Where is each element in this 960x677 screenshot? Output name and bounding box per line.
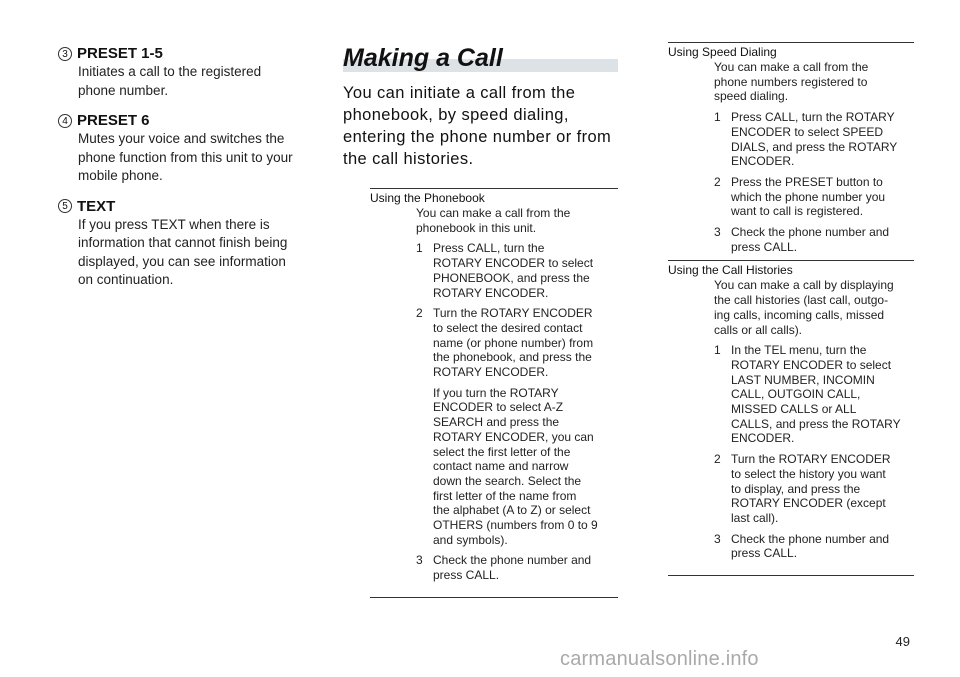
text-line: to select the desired contact [433,320,583,335]
step-note [433,386,618,548]
text-line: phonebook, by speed dialing, [343,106,569,124]
text-line: the call histories. [343,150,474,168]
text-line: ENCODER. [731,154,795,169]
number-4-badge: 4 [58,114,72,128]
text-line: on continuation. [78,272,174,287]
text-line: Turn the ROTARY ENCODER [731,452,891,467]
middle-column [343,44,618,598]
text-line: Press CALL, turn the ROTARY [731,110,895,125]
text-line: PHONEBOOK, and press the [433,270,590,285]
text-line: name (or phone number) from [433,335,594,350]
text-line: In the TEL menu, turn the [731,343,867,358]
text-line: ROTARY ENCODER to select [433,256,594,271]
step-item [714,175,914,219]
text-line: ing calls, incoming calls, missed [714,307,885,322]
preset-1-5-title: PRESET 1-5 [77,45,163,62]
section-description [714,60,914,104]
number-3-badge: 3 [58,47,72,61]
text-line: Press CALL, turn the [433,241,545,256]
text-line: You can make a call from the [416,206,571,220]
step-item [714,452,914,526]
text-line: the call histories (last call, outgo- [714,293,889,308]
text-line: want to call is registered. [731,204,864,219]
text-line: ROTARY ENCODER. [433,365,549,380]
preset-6-description [58,130,323,186]
call-history-section [668,260,914,576]
text-line: the alphabet (A to Z) or select [433,503,591,518]
text-title: TEXT [77,197,116,215]
preset-6-item [58,111,323,186]
speed-dial-section [668,42,914,254]
text-line: You can make a call from the [714,60,869,74]
text-item [58,197,323,290]
text-line: phone number. [78,82,169,98]
text-line: Press the PRESET button to [731,174,883,189]
text-line: You can initiate a call from the [343,84,576,102]
text-line: ROTARY ENCODER to select [731,357,892,372]
text-line: speed dialing. [714,89,789,104]
text-line: phone function from this unit to your [78,149,293,165]
step-number: 2 [714,452,721,467]
page-title: Making a Call [343,44,503,72]
text-line: and symbols). [433,532,508,547]
page-number: 49 [895,634,910,649]
text-line: which the phone number you [731,189,886,204]
text-line: ENCODER to select A-Z [433,400,564,415]
text-line: Check the phone number and [731,225,890,240]
text-line: information that cannot finish being [78,235,288,250]
text-line: calls or all calls). [714,322,803,337]
text-line: Turn the ROTARY ENCODER [433,306,593,321]
step-item [714,225,914,254]
section-title: Using the Call Histories [668,263,793,278]
text-line: phonebook in this unit. [416,220,537,235]
text-line: SEARCH and press the [433,415,560,430]
text-line: mobile phone. [78,168,163,183]
step-number: 1 [416,241,423,256]
text-line: first letter of the name from [433,488,577,503]
step-number: 3 [416,553,423,568]
text-line: select the first letter of the [433,444,571,459]
preset-1-5-item [58,44,323,100]
step-item [416,241,618,300]
text-line: ENCODER to select SPEED [731,124,884,139]
text-line: press CALL. [731,239,798,254]
text-line: phone numbers registered to [714,74,868,89]
preset-1-5-description [58,63,323,100]
step-item [714,532,914,561]
phonebook-section [370,188,618,598]
text-line: to select the history you want [731,466,886,481]
right-column [668,42,914,576]
text-line: OTHERS (numbers from 0 to 9 [433,518,598,533]
text-line: displayed, you can see information [78,253,286,269]
text-line: ENCODER. [731,431,795,446]
step-item [714,343,914,446]
left-column [58,44,323,301]
text-description [58,216,323,290]
text-line: If you turn the ROTARY [433,385,559,400]
step-item [416,553,618,582]
text-line: the phonebook, and press the [433,350,592,365]
text-line: Check the phone number and [433,553,592,568]
text-line: CALLS, and press the ROTARY [731,416,901,431]
text-line: If you press TEXT when there is [78,216,270,232]
text-line: LAST NUMBER, INCOMIN [731,372,875,387]
text-line: entering the phone number or from [343,128,612,146]
heading-block [343,44,618,72]
step-number: 3 [714,225,721,240]
text-line: Check the phone number and [731,531,890,546]
step-item [714,110,914,169]
text-line: contact name and narrow [433,459,569,474]
text-line: Initiates a call to the registered [78,64,262,79]
text-line: You can make a call by displaying [714,278,894,293]
preset-6-title: PRESET 6 [77,112,150,129]
text-line: down the search. Select the [433,473,582,488]
text-line: DIALS, and press the ROTARY [731,139,898,154]
step-number: 3 [714,531,721,546]
text-line: ROTARY ENCODER, you can [433,429,594,444]
step-item [416,306,618,547]
section-description [714,278,914,337]
text-line: last call). [731,510,779,525]
section-description [416,206,618,235]
text-line: to display, and press the [731,481,861,496]
step-number: 2 [714,174,721,189]
step-number: 1 [714,343,721,358]
text-line: ROTARY ENCODER. [433,285,549,300]
number-5-badge: 5 [58,199,72,213]
intro-text [343,82,618,170]
section-title: Using Speed Dialing [668,45,777,59]
step-number: 2 [416,306,423,321]
text-line: press CALL. [731,546,798,561]
text-line: press CALL. [433,568,500,583]
watermark: carmanualsonline.info [560,648,759,670]
text-line: ROTARY ENCODER (except [731,496,886,511]
section-title: Using the Phonebook [370,191,485,205]
text-line: CALL, OUTGOIN CALL, [731,387,861,402]
text-line: MISSED CALLS or ALL [731,402,857,417]
text-line: Mutes your voice and switches the [78,131,285,146]
step-number: 1 [714,110,721,125]
